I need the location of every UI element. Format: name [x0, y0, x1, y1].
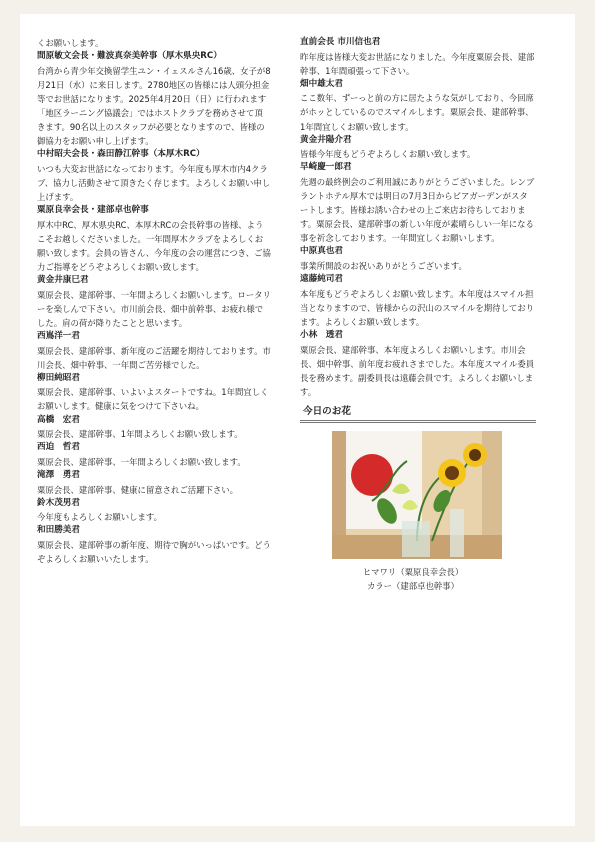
right-column-text: [300, 36, 536, 399]
message-paragraph: 粟原会長、建部幹事の新年度、期待で胸がいっぱいです。どうぞよろしくお願いいたします。: [37, 539, 271, 564]
member-name-heading: 鈴木茂男君: [37, 497, 80, 508]
member-name-heading: 早崎慶一郎君: [300, 162, 352, 173]
message-paragraph: ここ数年、ずーっと前の方に居たような気がしており、今回席がホッとしているのでスマイルします。粟原会長、建部幹事、1年間宜しくお願い致します。: [300, 93, 534, 132]
member-name-heading: 西迫 哲君: [37, 442, 80, 453]
message-paragraph: 皆様今年度もどうぞよろしくお願い致します。: [300, 149, 476, 160]
message-paragraph: 粟原会長、建部幹事、本年度よろしくお願いします。市川会長、畑中幹事、前年度お疲れさまでした。本年度スマイル委員長を務めます。副委員長は遠藤会員です。よろしくお願いします。: [300, 344, 535, 397]
left-column: [37, 36, 271, 566]
message-paragraph: 厚木中RC、厚木県央RC、本厚木RCの会長幹事の皆様、ようこそお越しくださいました。一年間厚木クラブをよろしくお願い致します。会員の皆さん、今年度の会の運営につき、ご協力ご指導をどうぞよろしくお願い致します。: [37, 219, 271, 272]
message-paragraph: 昨年度は皆様大変お世話になりました。今年度粟原会長、建部幹事、1年間頑張って下さい。: [300, 51, 535, 76]
member-name-heading: 中村昭夫会長・森田静江幹事（本厚木RC）: [37, 149, 205, 160]
message-paragraph: 台湾から青少年交換留学生ユン・イェスルさん16歳、女子が8月21日（水）に来日します。2780地区の皆様には人頭分担金等でお世話になります。2025年4月20日（日）に行われます「地区ラーニング協議会」ではホストクラブを務めさせて頂きます。90名以上のスタッフが必要となりますので、皆様の御協力をお願い申し上げます。: [37, 65, 271, 147]
flower-section-title: 今日のお花: [300, 404, 536, 423]
member-name-heading: 黄金井陽介君: [300, 134, 352, 145]
member-name-heading: 西嶌洋一君: [37, 330, 80, 341]
caption-calla: カラー（建部卓也幹事）: [366, 580, 460, 591]
member-name-heading: 直前会長 市川信也君: [300, 37, 381, 47]
message-paragraph: 今年度もよろしくお願いします。: [37, 512, 162, 523]
message-paragraph: 粟原会長、建部幹事、健康に留意されご活躍下さい。: [37, 484, 238, 495]
message-paragraph: 事業所開設のお祝いありがとうございます。: [300, 261, 467, 271]
message-paragraph: 粟原会長、建部幹事、いよいよスタートですね。1年間宜しくお願いします。健康に気をつけて下さいね。: [37, 387, 269, 412]
caption-sunflower: ヒマワリ（粟原良幸会長）: [362, 566, 464, 577]
message-paragraph: 先週の最終例会のご利用誠にありがとうございました。レンブラントホテル厚木では明日の7月3日からビアガーデンがスタートします。皆様お誘い合わせの上ご来店お待ちしております。粟原会長、建部幹事の新しい年度が素晴らしい一年になる事を祈念しております。一年間宜しくお願いします。: [300, 176, 535, 244]
member-name-heading: 和田勝美君: [37, 525, 80, 536]
member-name-heading: 柳田純昭君: [37, 372, 80, 383]
member-name-heading: 高橋 宏君: [37, 414, 80, 425]
flower-caption: [300, 565, 536, 593]
message-paragraph: 粟原会長、建部幹事、1年間よろしくお願い致します。: [37, 429, 243, 440]
message-paragraph: いつも大変お世話になっております。今年度も厚木市内4クラブ、協力し活動させて頂きたく存じます。よろしくお願い申し上げます。: [37, 163, 271, 203]
message-paragraph: 粟原会長、建部幹事、一年間よろしくお願い致します。: [37, 456, 246, 467]
member-name-heading: 小林 透君: [300, 329, 343, 340]
message-paragraph: くお願いします。: [37, 38, 104, 48]
member-name-heading: 中原真也君: [300, 246, 343, 257]
flower-photo-illustration: [332, 431, 502, 559]
member-name-heading: 間原敏文会長・難波真奈美幹事（厚木県央RC）: [37, 51, 222, 62]
flower-photo: [332, 431, 502, 559]
message-paragraph: 本年度もどうぞよろしくお願い致します。本年度はスマイル担当となりますので、皆様からの沢山のスマイルを期待しております。よろしくお願い致します。: [300, 288, 534, 327]
member-name-heading: 粟原良幸会長・建部卓也幹事: [37, 205, 149, 216]
member-name-heading: 滝澤 勇君: [37, 469, 80, 480]
member-name-heading: 遠藤純司君: [300, 274, 343, 285]
message-paragraph: 粟原会長、建部幹事、一年間よろしくお願いします。ロータリーを楽しんで下さい。市川前会長、畑中前幹事、お疲れ様でした。肩の荷が降りたことと思います。: [37, 289, 271, 328]
right-column: [300, 36, 536, 593]
member-name-heading: 畑中雄太君: [300, 78, 343, 89]
message-paragraph: 粟原会長、建部幹事、新年度のご活躍を期待しております。市川会長、畑中幹事、一年間ご苦労様でした。: [37, 345, 271, 370]
newsletter-page: [20, 14, 575, 826]
member-name-heading: 黄金井康巳君: [37, 275, 89, 286]
